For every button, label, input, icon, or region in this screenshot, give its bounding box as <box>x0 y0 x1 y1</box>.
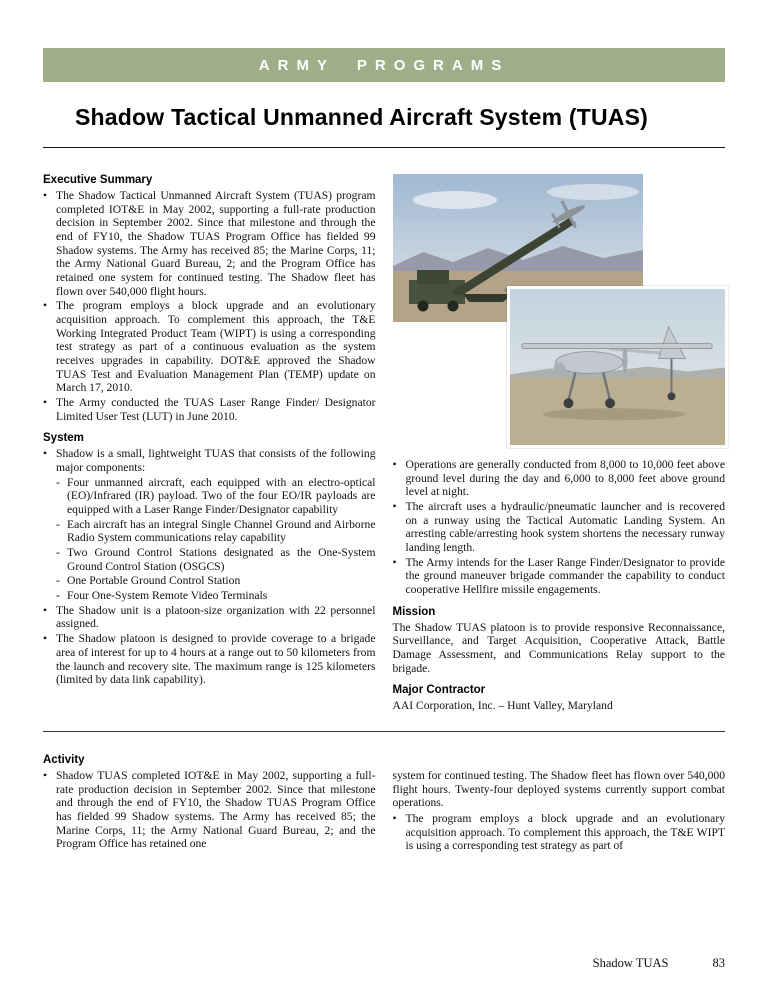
bullet-text: The aircraft uses a hydraulic/pneumatic launcher and is recovered on a runway using the Tactical Automatic Landing System. An arresting cable/arresting hook system shortens the necessary runway landing length. <box>405 500 725 555</box>
mission-heading: Mission <box>392 605 436 618</box>
executive-summary-list <box>43 189 376 423</box>
bullet-item <box>43 396 376 423</box>
activity-section <box>43 754 725 854</box>
sub-bullet-item <box>43 518 376 545</box>
executive-summary-heading: Executive Summary <box>43 174 153 186</box>
left-column <box>43 174 376 715</box>
sub-bullet-item <box>43 546 376 573</box>
bullet-marker: • <box>43 396 48 410</box>
mission-text: The Shadow TUAS platoon is to provide responsive Reconnaissance, Surveillance, and Target Acquisition, Cooperative Attack, Battle Damage Assessment, and Communications Relay support to the brigade. <box>392 620 725 675</box>
banner-title: ARMY PROGRAMS <box>258 56 510 74</box>
bullet-marker: • <box>43 189 48 202</box>
page-footer <box>593 956 725 971</box>
bullet-text: The Shadow unit is a platoon-size organization with 22 personnel assigned. <box>56 603 376 631</box>
bullet-text: One Portable Ground Control Station <box>67 574 241 588</box>
bullet-text: The program employs a block upgrade and an evolutionary acquisition approach. To complement this approach, the T&E Working Integrated Product Team (WIPT) is using a corresponding test strategy as part of a continuous evaluation as the system receives upgrades in capability. DOT&E approved the Shadow TUAS Test and Evaluation Management Plan (TEMP) update on March 17, 2010. <box>56 299 376 395</box>
bullet-marker: - <box>56 574 60 588</box>
bullet-marker: • <box>43 632 48 646</box>
bullet-marker: - <box>56 517 60 531</box>
page-title: Shadow Tactical Unmanned Aircraft System (TUAS) <box>75 104 649 130</box>
activity-left-column <box>43 769 376 854</box>
bullet-text: Operations are generally conducted from 8,000 to 10,000 feet above ground level during the day and 6,000 to 8,000 feet above ground level at night. <box>405 458 725 499</box>
bullet-item <box>393 500 726 555</box>
system-list <box>43 447 376 686</box>
sub-bullet-item <box>43 574 376 588</box>
bullet-marker: • <box>392 458 397 471</box>
activity-divider <box>43 731 725 732</box>
bullet-item <box>43 447 376 474</box>
bullet-item <box>43 604 376 631</box>
bullet-marker: - <box>56 589 60 603</box>
bullet-text: Shadow TUAS completed IOT&E in May 2002, supporting a full-rate production decision in September 2002. Since that milestone and through the end of FY10, the Shadow TUAS Program Office has fielded 99 Shadow systems. The Army has received 85; the Marine Corps, 11; the Army National Guard Bureau, 2; and the Program Office has retained one <box>56 769 376 851</box>
bullet-text: The Army conducted the TUAS Laser Range Finder/ Designator Limited User Test (LUT) in June 2010. <box>56 396 376 423</box>
bullet-text: The program employs a block upgrade and an evolutionary acquisition approach. To complement this approach, the T&E WIPT is using a corresponding test strategy as part of <box>405 812 725 853</box>
bullet-text: Each aircraft has an integral Single Channel Ground and Airborne Radio System communications relay capability <box>67 517 376 545</box>
photo-group <box>393 174 726 450</box>
major-contractor-text: AAI Corporation, Inc. – Hunt Valley, Maryland <box>392 699 613 713</box>
bullet-item <box>43 299 376 395</box>
bullet-marker: • <box>43 447 48 461</box>
bullet-text: The Army intends for the Laser Range Finder/Designator to provide the ground maneuver brigade commander the capability to conduct cooperative Hellfire missile engagements. <box>405 555 725 597</box>
ground-photo-illustration <box>510 289 725 445</box>
activity-right-column <box>393 769 726 854</box>
footer-label: Shadow TUAS <box>592 956 669 970</box>
bullet-item <box>43 632 376 687</box>
activity-columns <box>43 769 725 854</box>
army-programs-banner <box>43 48 725 82</box>
bullet-text: Shadow is a small, lightweight TUAS that consists of the following major components: <box>56 447 376 475</box>
bullet-item <box>393 812 726 853</box>
sub-bullet-item <box>43 476 376 517</box>
main-columns <box>43 174 725 715</box>
activity-heading: Activity <box>43 754 85 767</box>
bullet-item <box>43 769 376 851</box>
bullet-item <box>393 556 726 597</box>
sub-bullet-item <box>43 589 376 603</box>
bullet-marker: • <box>392 555 397 569</box>
bullet-item <box>393 458 726 499</box>
bullet-marker: - <box>56 475 60 489</box>
bullet-text: The Shadow platoon is designed to provide coverage to a brigade area of interest for up to 4 hours at a range out to 50 kilometers from the launch and recovery site. The maximum range is 125 kilometers (limited by data link capability). <box>56 632 376 687</box>
bullet-marker: • <box>392 500 397 514</box>
activity-continuation-text: system for continued testing. The Shadow fleet has flown over 540,000 flight hours. Twenty-four deployed systems currently support combat operations. <box>392 769 725 810</box>
bullet-marker: - <box>56 546 60 560</box>
title-divider <box>43 147 725 148</box>
activity-right-list <box>393 812 726 853</box>
bullet-text: Four One-System Remote Video Terminals <box>67 589 268 603</box>
right-bullet-list <box>393 458 726 597</box>
bullet-marker: • <box>43 299 48 313</box>
system-heading: System <box>43 432 84 445</box>
bullet-text: The Shadow Tactical Unmanned Aircraft System (TUAS) program completed IOT&E in May 2002, supporting a full-rate production decision in September 2002. Since that milestone and through the end of FY10, the Shadow TUAS Program Office has fielded 99 Shadow systems. The Army has received 85; the Marine Corps, 11; the Army National Guard Bureau, 2; and the Program Office has retained one system for continued testing. The Shadow fleet has flown over 540,000 flight hours. <box>56 189 376 298</box>
right-column <box>393 174 726 715</box>
photo-uav-on-ground <box>507 286 728 448</box>
bullet-text: Two Ground Control Stations designated as the One-System Ground Control Station (OSGCS) <box>67 546 376 573</box>
major-contractor-heading: Major Contractor <box>392 684 486 697</box>
bullet-marker: • <box>43 769 48 783</box>
bullet-item <box>43 189 376 298</box>
bullet-marker: • <box>392 812 397 826</box>
bullet-text: Four unmanned aircraft, each equipped with an electro-optical (EO)/Infrared (IR) payload. Two of the four EO/IR payloads are equipped with a Laser Range Finder/Designator capability <box>67 475 376 517</box>
bullet-marker: • <box>43 603 48 617</box>
page-number: 83 <box>712 956 725 970</box>
